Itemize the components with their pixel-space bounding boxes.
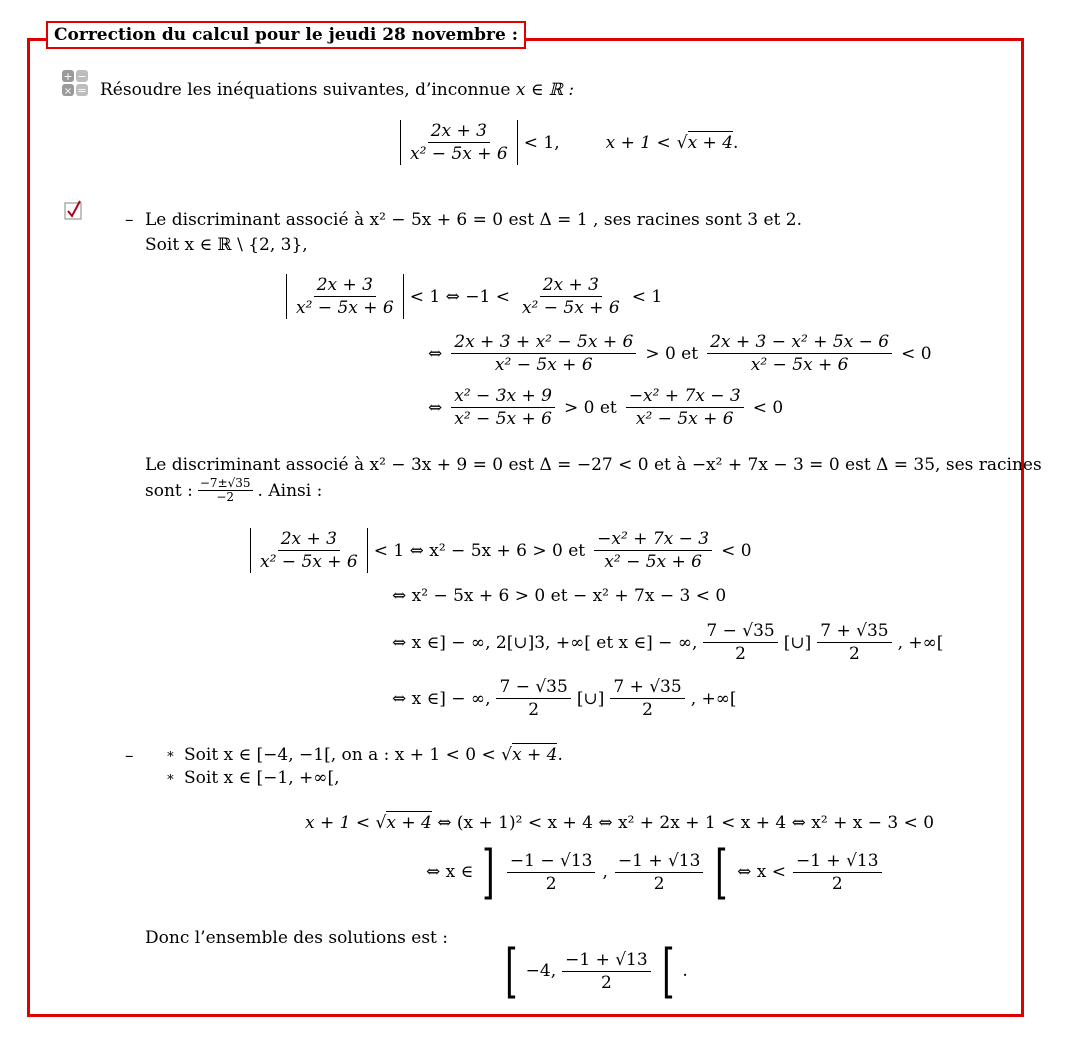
equivalence-line-7: ⇔ x ∈] − ∞, $\frac{7 - √35}{2}$ [∪] $\frac{7 + √35}{2}$ , +∞[: [392, 677, 737, 720]
equivalence-line-2: ⇔ $\frac{\text{2x + 3 + x² − 5x + 6}}{\text{x² − 5x + 6}}$ > 0 et $\frac{\text{2x + 3 − x² + 5x − 6}}{\text{x² − 5x + 6}}$ < 0: [428, 332, 932, 375]
equivalence-line-1: $\frac{2x + 3}{\text{x² − 5x + 6}}$ < 1 ⇔ −1 < $\frac{2x + 3}{\text{x² − 5x + 6}}$ < 1: [286, 274, 662, 319]
bullet-star: ∗: [166, 770, 175, 785]
roots-line: sont : $\frac{-7\pm√35}{-2}$ . Ainsi :: [145, 476, 323, 504]
svg-text:×: ×: [63, 86, 73, 96]
equivalence-line-5: ⇔ x² − 5x + 6 > 0 et − x² + 7x − 3 < 0: [392, 586, 727, 606]
statement-equation: $\frac{2x + 3}{\text{x² − 5x + 6}}$ < 1, x + 1 < √x + 4.: [400, 120, 738, 165]
sqrt-equivalence-line: x + 1 < √x + 4 ⇔ (x + 1)² < x + 4 ⇔ x² + 2x + 1 < x + 4 ⇔ x² + x − 3 < 0: [305, 813, 935, 833]
list-dash: –: [125, 746, 134, 766]
checkmark-icon: [64, 200, 84, 220]
bullet-star: ∗: [166, 747, 175, 762]
case-1-line: Soit x ∈ [−4, −1[, on a : x + 1 < 0 < √x + 4.: [184, 745, 563, 765]
equivalence-line-6: ⇔ x ∈] − ∞, 2[∪]3, +∞[ et x ∈] − ∞, $\frac{7 - √35}{2}$ [∪] $\frac{7 + √35}{2}$ , +∞[: [392, 621, 944, 664]
solution-set: [ −4, $\frac{-1 + √13}{2}$ [ .: [505, 937, 688, 1005]
svg-text:−: −: [77, 70, 87, 83]
equivalence-line-4: $\frac{2x + 3}{\text{x² − 5x + 6}}$ < 1 ⇔ x² − 5x + 6 > 0 et $\frac{\text{−x² + 7x − 3}}{\text{x² − 5x + 6}}$ < 0: [250, 528, 752, 573]
discriminant-line: Le discriminant associé à x² − 5x + 6 = 0 est Δ = 1 , ses racines sont 3 et 2.: [145, 210, 803, 230]
conclusion-text: Donc l’ensemble des solutions est :: [145, 928, 449, 948]
list-dash: –: [125, 210, 134, 230]
case-2-line: Soit x ∈ [−1, +∞[,: [184, 768, 340, 788]
page-title: Correction du calcul pour le jeudi 28 novembre :: [46, 21, 526, 49]
svg-text:=: =: [77, 84, 87, 96]
equivalence-line-3: ⇔ $\frac{\text{x² − 3x + 9}}{\text{x² − 5x + 6}}$ > 0 et $\frac{\text{−x² + 7x − 3}}{\text{x² − 5x + 6}}$ < 0: [428, 386, 784, 429]
domain-line: Soit x ∈ ℝ \ {2, 3},: [145, 235, 308, 255]
discriminant-paragraph: Le discriminant associé à x² − 3x + 9 = 0 est Δ = −27 < 0 et à −x² + 7x − 3 = 0 est Δ = 35, ses racines: [145, 455, 1042, 475]
svg-text:+: +: [63, 70, 73, 83]
intro-text: Résoudre les inéquations suivantes, d’inconnue x ∈ ℝ :: [100, 80, 575, 100]
calculator-icon: [62, 70, 88, 96]
interval-equivalence-line: ⇔ x ∈ ] $\frac{-1 - √13}{2}$ , $\frac{-1 + √13}{2}$ [ ⇔ x < $\frac{-1 + √13}{2}$: [426, 845, 885, 899]
